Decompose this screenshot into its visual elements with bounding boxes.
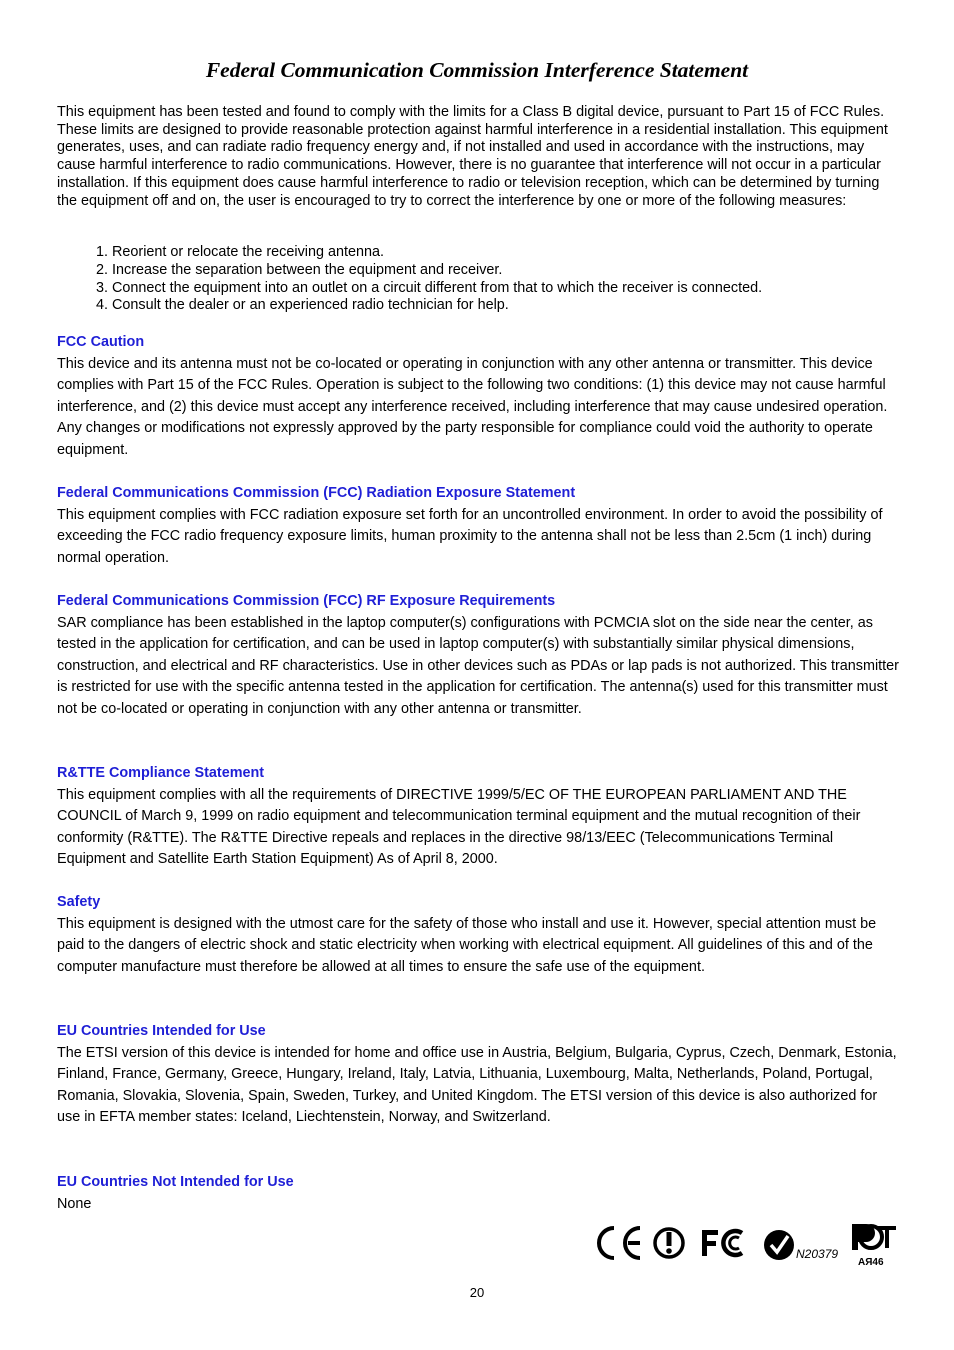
section-body: This equipment is designed with the utmost care for the safety of those who install and use it. However, special attention must be paid to the dangers of electric shock and static electricity when working with electrical equipment. All guidelines of this and of the computer manufacture must therefore be allowed at all times to ensure the safe use of the equipment. bbox=[57, 915, 877, 975]
section-heading: Federal Communications Commission (FCC) Radiation Exposure Statement bbox=[57, 485, 576, 501]
section-safety bbox=[57, 892, 902, 978]
measure-item: 4. Consult the dealer or an experienced radio technician for help. bbox=[96, 297, 509, 314]
section-rtte-compliance bbox=[57, 763, 902, 871]
section-heading: EU Countries Not Intended for Use bbox=[57, 1174, 294, 1190]
measure-item: 2. Increase the separation between the equipment and receiver. bbox=[96, 261, 503, 278]
section-heading: FCC Caution bbox=[57, 334, 145, 350]
section-body: SAR compliance has been established in the laptop computer(s) configurations with PCMCIA slot on the side near the center, as tested in the application for certification, and can be used in laptop computer(s) with substantially similar physical dimensions, construction, and electrical and RF characteristics. Use in other devices such as PDAs or lap pads is not authorized. This transmitter is restricted for use with the specific antenna tested in the application for certification. The antenna(s) used for this transmitter must not be co-located or operating in conjunction with any other antenna or transmitter. bbox=[57, 614, 899, 717]
section-heading: Safety bbox=[57, 894, 101, 910]
measure-item: 3. Connect the equipment into an outlet on a circuit different from that to which the receiver is connected. bbox=[96, 279, 763, 296]
section-eu-not-intended bbox=[57, 1172, 902, 1215]
section-fcc-caution bbox=[57, 332, 902, 461]
intro-paragraph: This equipment has been tested and found to comply with the limits for a Class B digital device, pursuant to Part 15 of FCC Rules. These limits are designed to provide reasonable protection against harmful interference in a residential installation. This equipment generates, uses, and can radiate radio frequency energy and, if not installed and used in accordance with the instructions, may cause harmful interference to radio communications. However, there is no guarantee that interference will not occur in a particular installation. If this equipment does cause harmful interference to radio or television reception, which can be determined by turning the equipment off and on, the user is encouraged to try to correct the interference by one or more of the following measures: bbox=[57, 104, 888, 209]
c-tick-code: N20379 bbox=[796, 1247, 839, 1261]
section-body: This equipment complies with all the requirements of DIRECTIVE 1999/5/EC OF THE EUROPEAN PARLIAMENT AND THE COUNCIL of March 9, 1999 on radio equipment and telecommunication terminal equipment and the mutual recognition of their conformity (R&TTE). The R&TTE Directive repeals and replaces in the directive 98/13/EEC (Telecommunications Terminal Equipment and Satellite Earth Station Equipment) As of April 8, 2000. bbox=[57, 786, 861, 867]
c-tick-icon bbox=[764, 1230, 794, 1260]
page-title: Federal Communication Commission Interference Statement bbox=[205, 58, 749, 82]
section-body: This equipment complies with FCC radiation exposure set forth for an uncontrolled environment. In order to avoid the possibility of exceeding the FCC radio frequency exposure limits, human proximity to the antenna shall not be less than 2.5cm (1 inch) during normal operation. bbox=[57, 506, 883, 566]
pct-mark-icon bbox=[852, 1224, 896, 1250]
measure-item: 1. Reorient or relocate the receiving antenna. bbox=[96, 244, 384, 260]
pct-code: АЯ46 bbox=[858, 1257, 884, 1268]
fcc-logo-icon bbox=[702, 1230, 742, 1256]
section-eu-intended bbox=[57, 1021, 902, 1129]
section-body: The ETSI version of this device is intended for home and office use in Austria, Belgium, Bulgaria, Cyprus, Czech, Denmark, Estonia, Finland, France, Germany, Greece, Hungary, Ireland, Italy, Latvia, Lithuania, Luxembourg, Malta, Netherlands, Poland, Portugal, Romania, Slovakia, Slovenia, Spain, Sweden, Turkey, and United Kingdom. The ETSI version of this device is also authorized for use in EFTA member states: Iceland, Liechtenstein, Norway, and Switzerland. bbox=[57, 1044, 897, 1125]
ce-mark-icon bbox=[599, 1228, 640, 1258]
section-heading: EU Countries Intended for Use bbox=[57, 1023, 266, 1039]
section-radiation-exposure bbox=[57, 483, 902, 569]
section-body: None bbox=[57, 1195, 92, 1212]
section-heading: Federal Communications Commission (FCC) RF Exposure Requirements bbox=[57, 593, 556, 609]
class2-alert-icon bbox=[655, 1229, 683, 1257]
certification-logos bbox=[596, 1218, 898, 1272]
measures-list bbox=[96, 244, 902, 315]
page-number: 20 bbox=[469, 1285, 485, 1300]
section-heading: R&TTE Compliance Statement bbox=[57, 765, 265, 781]
section-rf-exposure bbox=[57, 591, 902, 720]
section-body: This device and its antenna must not be co-located or operating in conjunction with any other antenna or transmitter. This device complies with Part 15 of the FCC Rules. Operation is subject to the following two conditions: (1) this device may not cause harmful interference, and (2) this device must accept any interference received, including interference that may cause undesired operation. Any changes or modifications not expressly approved by the party responsible for compliance could void the authority to operate equipment. bbox=[57, 355, 888, 458]
